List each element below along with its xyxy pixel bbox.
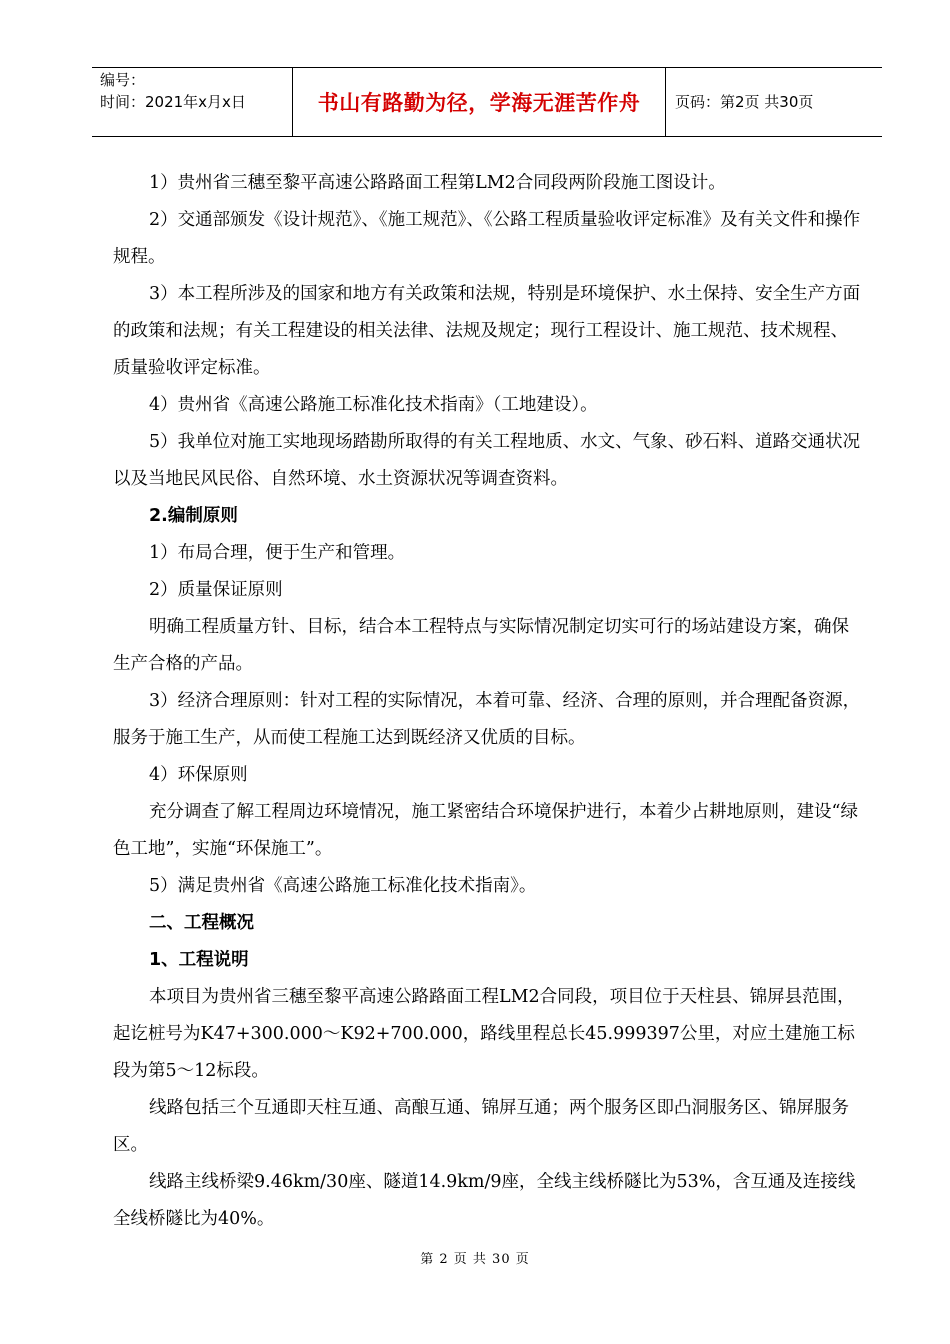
header-meta — [92, 68, 292, 136]
paragraph: 4）贵州省《高速公路施工标准化技术指南》（工地建设）。 — [149, 395, 598, 415]
header-motto: 书山有路勤为径，学海无涯苦作舟 — [317, 91, 641, 115]
header-page-number: 页码：第2页 共30页 — [675, 93, 814, 111]
page-footer: 第 2 页 共 30 页 — [420, 1252, 530, 1267]
paragraph: 明确工程质量方针、目标，结合本工程特点与实际情况制定切实可行的场站建设方案，确保生产合格的产品。 — [113, 617, 849, 674]
paragraph: 1）布局合理，便于生产和管理。 — [149, 543, 406, 563]
paragraph: 2）交通部颁发《设计规范》、《施工规范》、《公路工程质量验收评定标准》及有关文件和操作规程。 — [113, 210, 861, 267]
section-heading: 1、工程说明 — [149, 950, 249, 970]
document-time: 时间：2021年x月x日 — [100, 93, 246, 111]
document-number: 编号： — [100, 71, 146, 89]
paragraph: 5）我单位对施工实地现场踏勘所取得的有关工程地质、水文、气象、砂石料、道路交通状况以及当地民风民俗、自然环境、水土资源状况等调查资料。 — [113, 432, 861, 489]
paragraph: 3）经济合理原则：针对工程的实际情况，本着可靠、经济、合理的原则，并合理配备资源，服务于施工生产，从而使工程施工达到既经济又优质的目标。 — [113, 691, 861, 748]
chapter-heading: 二、工程概况 — [149, 913, 254, 933]
document-body — [113, 165, 865, 1238]
paragraph: 本项目为贵州省三穗至黎平高速公路路面工程LM2合同段，项目位于天柱县、锦屏县范围，起讫桩号为K47+300.000～K92+700.000，路线里程总长45.999397公里，对应土建施工标段为第5～12标段。 — [113, 987, 855, 1081]
header-page-cell — [665, 68, 882, 136]
page-header — [92, 67, 882, 137]
header-motto-cell — [292, 68, 666, 136]
paragraph: 4）环保原则 — [149, 765, 248, 785]
paragraph: 2）质量保证原则 — [149, 580, 283, 600]
paragraph: 充分调查了解工程周边环境情况，施工紧密结合环境保护进行，本着少占耕地原则，建设“绿色工地”，实施“环保施工”。 — [113, 802, 858, 859]
section-heading: 2.编制原则 — [149, 506, 238, 526]
paragraph: 1）贵州省三穗至黎平高速公路路面工程第LM2合同段两阶段施工图设计。 — [149, 173, 726, 193]
paragraph: 3）本工程所涉及的国家和地方有关政策和法规，特别是环境保护、水土保持、安全生产方面的政策和法规；有关工程建设的相关法律、法规及规定；现行工程设计、施工规范、技术规程、质量验收评定标准。 — [113, 284, 861, 378]
paragraph: 5）满足贵州省《高速公路施工标准化技术指南》。 — [149, 876, 537, 896]
paragraph: 线路主线桥梁9.46km/30座、隧道14.9km/9座，全线主线桥隧比为53%，含互通及连接线全线桥隧比为40%。 — [113, 1172, 856, 1229]
paragraph: 线路包括三个互通即天柱互通、高酿互通、锦屏互通；两个服务区即凸洞服务区、锦屏服务区。 — [113, 1098, 849, 1155]
